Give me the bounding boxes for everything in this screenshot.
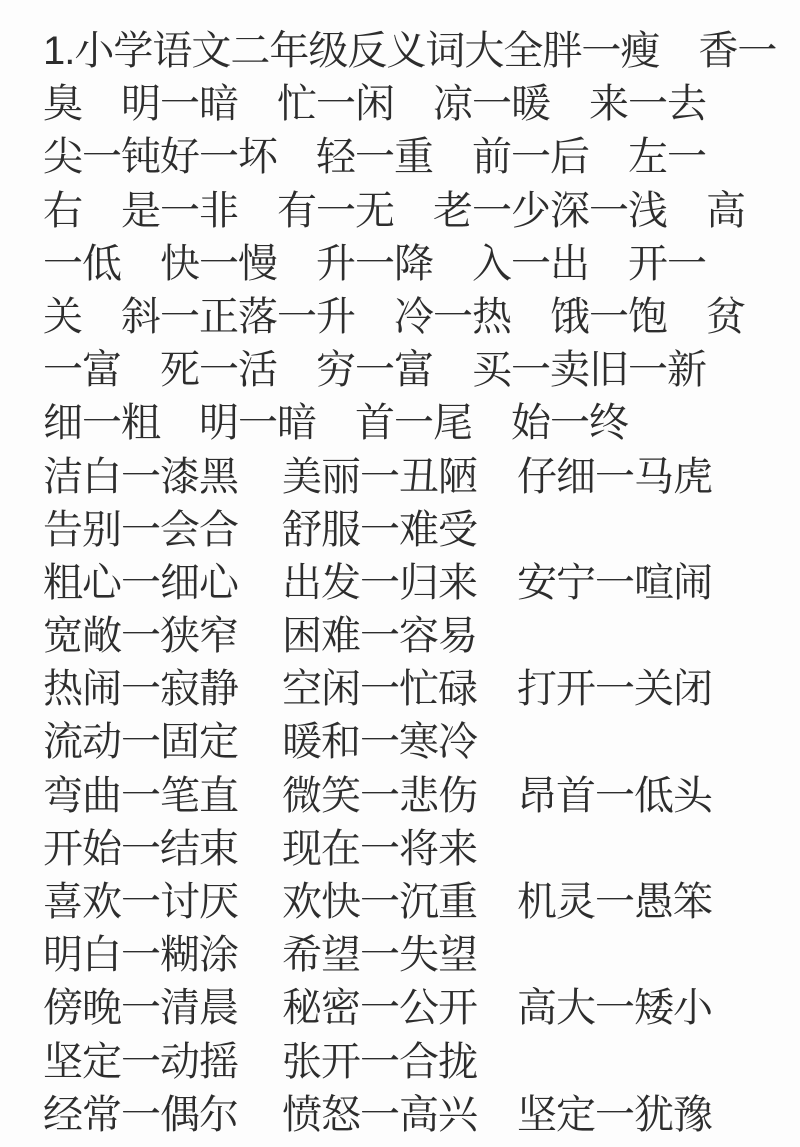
antonym-row [43, 823, 800, 876]
antonym-pair: 张开一合拢 [282, 1039, 477, 1084]
antonym-pair: 空闲一忙碌 [282, 667, 477, 712]
antonym-pair: 坚定一动摇 [43, 1039, 238, 1084]
antonym-pair: 弯曲一笔直 [43, 773, 238, 818]
antonym-row [43, 504, 800, 557]
antonym-pair: 热闹一寂静 [43, 667, 238, 712]
flow-line: 臭 明一暗 忙一闲 凉一暖 来一去 [43, 82, 706, 127]
antonym-row [43, 557, 800, 610]
antonym-pair: 舒服一难受 [282, 507, 477, 552]
flow-line: 关 斜一正落一升 冷一热 饿一饱 贫 [43, 294, 745, 339]
antonym-pair: 高大一矮小 [517, 986, 712, 1031]
antonym-pair: 美丽一丑陋 [282, 454, 477, 499]
antonym-row [43, 1036, 800, 1089]
antonym-row [43, 610, 800, 663]
antonym-pair: 告别一会合 [43, 507, 238, 552]
document-body [43, 25, 800, 1142]
antonym-pair: 微笑一悲伤 [282, 773, 477, 818]
antonym-pair: 机灵一愚笨 [517, 880, 712, 924]
antonym-pair: 昂首一低头 [517, 773, 712, 818]
antonym-pair: 暖和一寒冷 [282, 720, 477, 765]
flow-line: 细一粗 明一暗 首一尾 始一终 [43, 401, 628, 446]
antonym-row [43, 663, 800, 716]
antonym-pair: 宽敞一狭窄 [43, 614, 238, 659]
antonym-row [43, 770, 800, 823]
antonym-row [43, 451, 800, 504]
antonym-row [43, 1089, 800, 1142]
antonym-pair: 洁白一漆黑 [43, 454, 238, 499]
antonym-pair: 流动一固定 [43, 720, 238, 765]
antonym-pair: 傍晚一清晨 [43, 986, 238, 1031]
antonym-pair: 出发一归来 [282, 560, 477, 605]
flow-line: 尖一钝好一坏 轻一重 前一后 左一 [43, 135, 706, 180]
antonym-row [43, 716, 800, 769]
antonym-pair: 困难一容易 [282, 614, 477, 659]
antonym-pair: 愤怒一高兴 [282, 1092, 477, 1137]
antonym-pair: 欢快一沉重 [282, 880, 477, 924]
flow-line: 1.小学语文二年级反义词大全胖一瘦 香一 [43, 29, 777, 73]
flow-line: 右 是一非 有一无 老一少深一浅 高 [43, 188, 745, 233]
antonym-pair: 明白一糊涂 [43, 933, 238, 978]
antonym-pair: 喜欢一讨厌 [43, 880, 238, 924]
antonym-pair: 仔细一马虎 [517, 454, 712, 499]
antonym-pair: 希望一失望 [282, 933, 477, 978]
antonym-pair: 秘密一公开 [282, 986, 477, 1031]
antonym-row [43, 876, 800, 929]
antonym-pair: 安宁一喧闹 [517, 560, 712, 605]
antonym-pair: 现在一将来 [282, 826, 477, 871]
antonym-row [43, 929, 800, 982]
antonym-pair: 经常一偶尔 [43, 1092, 238, 1137]
flow-line: 一富 死一活 穷一富 买一卖旧一新 [43, 348, 706, 393]
antonym-pair: 开始一结束 [43, 826, 238, 871]
antonym-pair: 坚定一犹豫 [517, 1092, 712, 1137]
antonym-pair: 粗心一细心 [43, 560, 238, 605]
antonym-pair: 打开一关闭 [517, 667, 712, 712]
antonym-row [43, 982, 800, 1035]
flow-line: 一低 快一慢 升一降 入一出 开一 [43, 241, 706, 286]
